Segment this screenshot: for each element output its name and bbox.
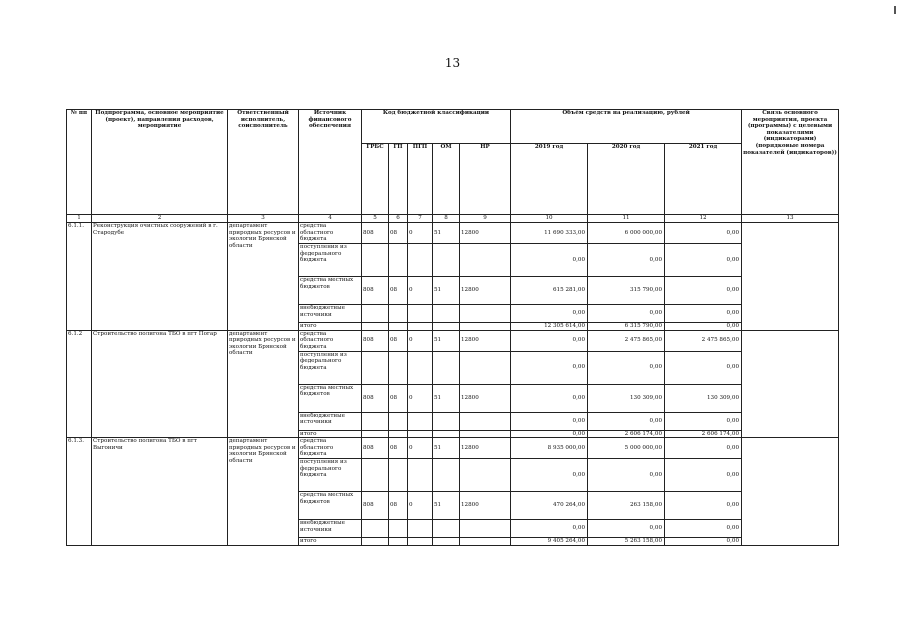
header-2020: 2020 год <box>588 144 665 215</box>
total-label: итого <box>299 538 362 546</box>
amount-2020: 5 000 000,00 <box>588 438 665 459</box>
code-om: 51 <box>433 277 460 305</box>
total-2020: 5 263 158,00 <box>588 538 665 546</box>
code-nr <box>460 412 511 430</box>
amount-2019: 11 690 333,00 <box>511 223 588 244</box>
funding-source: внебюджетные источники <box>299 305 362 323</box>
code-om <box>433 538 460 546</box>
measure-executor: департамент природных ресурсов и экологии Брянской области <box>228 438 299 546</box>
indicator-link <box>742 330 839 438</box>
amount-2020: 0,00 <box>588 244 665 277</box>
column-index: 12 <box>665 215 742 223</box>
code-nr <box>460 244 511 277</box>
amount-2019: 0,00 <box>511 412 588 430</box>
code-pgp <box>408 305 433 323</box>
code-grbs <box>362 459 389 492</box>
header-grbs: ГРБС <box>362 144 389 215</box>
amount-2021: 130 309,00 <box>665 384 742 412</box>
code-gp: 08 <box>389 384 408 412</box>
code-pgp <box>408 430 433 438</box>
code-om: 51 <box>433 223 460 244</box>
amount-2021: 0,00 <box>665 244 742 277</box>
amount-2021: 0,00 <box>665 351 742 384</box>
code-nr: 12800 <box>460 438 511 459</box>
amount-2019: 0,00 <box>511 305 588 323</box>
code-nr <box>460 459 511 492</box>
amount-2020: 315 790,00 <box>588 277 665 305</box>
funding-source: поступления из федерального бюджета <box>299 244 362 277</box>
code-gp <box>389 412 408 430</box>
header-program: Подпрограмма, основное мероприятие (проект), направления расходов, мероприятие <box>92 110 228 215</box>
code-om <box>433 430 460 438</box>
amount-2020: 130 309,00 <box>588 384 665 412</box>
code-grbs <box>362 520 389 538</box>
measure-executor: департамент природных ресурсов и экологии Брянской области <box>228 223 299 331</box>
code-gp <box>389 538 408 546</box>
code-pgp: 0 <box>408 384 433 412</box>
code-pgp <box>408 459 433 492</box>
header-nr: НР <box>460 144 511 215</box>
code-grbs: 808 <box>362 330 389 351</box>
amount-2019: 470 264,00 <box>511 492 588 520</box>
code-gp <box>389 520 408 538</box>
column-index: 10 <box>511 215 588 223</box>
total-2021: 0,00 <box>665 323 742 331</box>
header-source: Источник финансового обеспечения <box>299 110 362 215</box>
page-number: 13 <box>444 56 461 70</box>
measure-group <box>67 223 839 331</box>
column-index: 3 <box>228 215 299 223</box>
column-index: 8 <box>433 215 460 223</box>
code-gp: 08 <box>389 492 408 520</box>
code-nr <box>460 305 511 323</box>
code-pgp <box>408 244 433 277</box>
code-nr: 12800 <box>460 277 511 305</box>
amount-2020: 0,00 <box>588 459 665 492</box>
code-om <box>433 305 460 323</box>
column-index: 4 <box>299 215 362 223</box>
total-label: итого <box>299 430 362 438</box>
header-2019: 2019 год <box>511 144 588 215</box>
code-nr <box>460 430 511 438</box>
amount-2021: 0,00 <box>665 492 742 520</box>
measure-number: 6.1.2 <box>67 330 92 438</box>
amount-2021: 2 475 865,00 <box>665 330 742 351</box>
code-grbs: 808 <box>362 438 389 459</box>
total-2019: 12 305 614,00 <box>511 323 588 331</box>
budget-table <box>66 109 839 546</box>
amount-2021: 0,00 <box>665 520 742 538</box>
amount-2019: 0,00 <box>511 244 588 277</box>
code-nr: 12800 <box>460 223 511 244</box>
measure-executor: департамент природных ресурсов и экологии Брянской области <box>228 330 299 438</box>
code-nr: 12800 <box>460 384 511 412</box>
code-nr <box>460 351 511 384</box>
code-grbs <box>362 323 389 331</box>
header-pgp: ПГП <box>408 144 433 215</box>
column-index: 13 <box>742 215 839 223</box>
code-gp <box>389 305 408 323</box>
total-2019: 0,00 <box>511 430 588 438</box>
code-om <box>433 244 460 277</box>
table-row <box>67 223 839 244</box>
code-gp: 08 <box>389 277 408 305</box>
code-grbs <box>362 538 389 546</box>
total-2019: 9 405 264,00 <box>511 538 588 546</box>
code-grbs <box>362 412 389 430</box>
code-gp: 08 <box>389 438 408 459</box>
amount-2019: 0,00 <box>511 520 588 538</box>
amount-2020: 0,00 <box>588 305 665 323</box>
code-pgp <box>408 520 433 538</box>
code-gp <box>389 244 408 277</box>
amount-2019: 615 281,00 <box>511 277 588 305</box>
code-pgp <box>408 412 433 430</box>
amount-2019: 8 935 000,00 <box>511 438 588 459</box>
code-om: 51 <box>433 384 460 412</box>
code-gp: 08 <box>389 330 408 351</box>
code-gp <box>389 323 408 331</box>
code-nr: 12800 <box>460 492 511 520</box>
header-om: ОМ <box>433 144 460 215</box>
code-grbs: 808 <box>362 384 389 412</box>
code-grbs <box>362 244 389 277</box>
code-grbs: 808 <box>362 277 389 305</box>
column-index: 2 <box>92 215 228 223</box>
measure-name: Строительство полигона ТБО в пгт Погар <box>92 330 228 438</box>
header-2021: 2021 год <box>665 144 742 215</box>
header-budget-code: Код бюджетной классификации <box>362 110 511 144</box>
funding-source: поступления из федерального бюджета <box>299 351 362 384</box>
funding-source: поступления из федерального бюджета <box>299 459 362 492</box>
code-grbs: 808 <box>362 223 389 244</box>
code-pgp <box>408 323 433 331</box>
indicator-link <box>742 223 839 331</box>
amount-2021: 0,00 <box>665 305 742 323</box>
amount-2021: 0,00 <box>665 412 742 430</box>
amount-2020: 2 475 865,00 <box>588 330 665 351</box>
code-om <box>433 412 460 430</box>
code-pgp: 0 <box>408 223 433 244</box>
funding-source: средства областного бюджета <box>299 330 362 351</box>
code-gp: 08 <box>389 223 408 244</box>
code-grbs <box>362 430 389 438</box>
code-gp <box>389 351 408 384</box>
measure-group <box>67 438 839 546</box>
column-index: 5 <box>362 215 389 223</box>
table-row <box>67 330 839 351</box>
code-grbs: 808 <box>362 492 389 520</box>
code-grbs <box>362 351 389 384</box>
measure-name: Строительство полигона ТБО в пгт Выгоничи <box>92 438 228 546</box>
code-pgp: 0 <box>408 438 433 459</box>
total-2021: 2 606 174,00 <box>665 430 742 438</box>
code-nr <box>460 323 511 331</box>
table-header <box>67 110 839 223</box>
code-om <box>433 351 460 384</box>
total-2020: 6 315 790,00 <box>588 323 665 331</box>
amount-2019: 0,00 <box>511 384 588 412</box>
header-gp: ГП <box>389 144 408 215</box>
code-pgp: 0 <box>408 330 433 351</box>
column-index: 1 <box>67 215 92 223</box>
code-nr: 12800 <box>460 330 511 351</box>
funding-source: средства местных бюджетов <box>299 492 362 520</box>
funding-source: средства областного бюджета <box>299 438 362 459</box>
code-om: 51 <box>433 330 460 351</box>
code-om <box>433 520 460 538</box>
measure-number: 6.1.3. <box>67 438 92 546</box>
code-pgp <box>408 538 433 546</box>
code-nr <box>460 538 511 546</box>
amount-2020: 0,00 <box>588 520 665 538</box>
amount-2021: 0,00 <box>665 459 742 492</box>
funding-source: внебюджетные источники <box>299 520 362 538</box>
code-om: 51 <box>433 492 460 520</box>
code-om: 51 <box>433 438 460 459</box>
column-index: 11 <box>588 215 665 223</box>
amount-2020: 0,00 <box>588 351 665 384</box>
code-nr <box>460 520 511 538</box>
code-pgp <box>408 351 433 384</box>
amount-2021: 0,00 <box>665 277 742 305</box>
total-2021: 0,00 <box>665 538 742 546</box>
funding-source: средства областного бюджета <box>299 223 362 244</box>
amount-2019: 0,00 <box>511 459 588 492</box>
measure-name: Реконструкция очистных сооружений в г. Стародубе <box>92 223 228 331</box>
code-pgp: 0 <box>408 492 433 520</box>
total-label: итого <box>299 323 362 331</box>
code-om <box>433 459 460 492</box>
table-row <box>67 438 839 459</box>
code-gp <box>389 459 408 492</box>
column-index: 6 <box>389 215 408 223</box>
header-link: Связь основного мероприятия, проекта (программы) с целевыми показателями (индикаторами) (порядковые номера показателей (индикаторов)) <box>742 110 839 215</box>
code-grbs <box>362 305 389 323</box>
amount-2020: 263 158,00 <box>588 492 665 520</box>
header-volume: Объём средств на реализацию, рублей <box>511 110 742 144</box>
column-index-row <box>67 215 839 223</box>
measure-number: 6.1.1. <box>67 223 92 331</box>
amount-2019: 0,00 <box>511 351 588 384</box>
code-om <box>433 323 460 331</box>
funding-source: средства местных бюджетов <box>299 277 362 305</box>
amount-2020: 0,00 <box>588 412 665 430</box>
header-no: № пп <box>67 110 92 215</box>
column-index: 7 <box>408 215 433 223</box>
indicator-link <box>742 438 839 546</box>
code-pgp: 0 <box>408 277 433 305</box>
scan-edge-mark <box>894 6 896 14</box>
column-index: 9 <box>460 215 511 223</box>
amount-2020: 6 000 000,00 <box>588 223 665 244</box>
amount-2019: 0,00 <box>511 330 588 351</box>
amount-2021: 0,00 <box>665 438 742 459</box>
measure-group <box>67 330 839 438</box>
funding-source: внебюджетные источники <box>299 412 362 430</box>
funding-source: средства местных бюджетов <box>299 384 362 412</box>
total-2020: 2 606 174,00 <box>588 430 665 438</box>
amount-2021: 0,00 <box>665 223 742 244</box>
code-gp <box>389 430 408 438</box>
header-executor: Ответственный исполнитель, соисполнитель <box>228 110 299 215</box>
